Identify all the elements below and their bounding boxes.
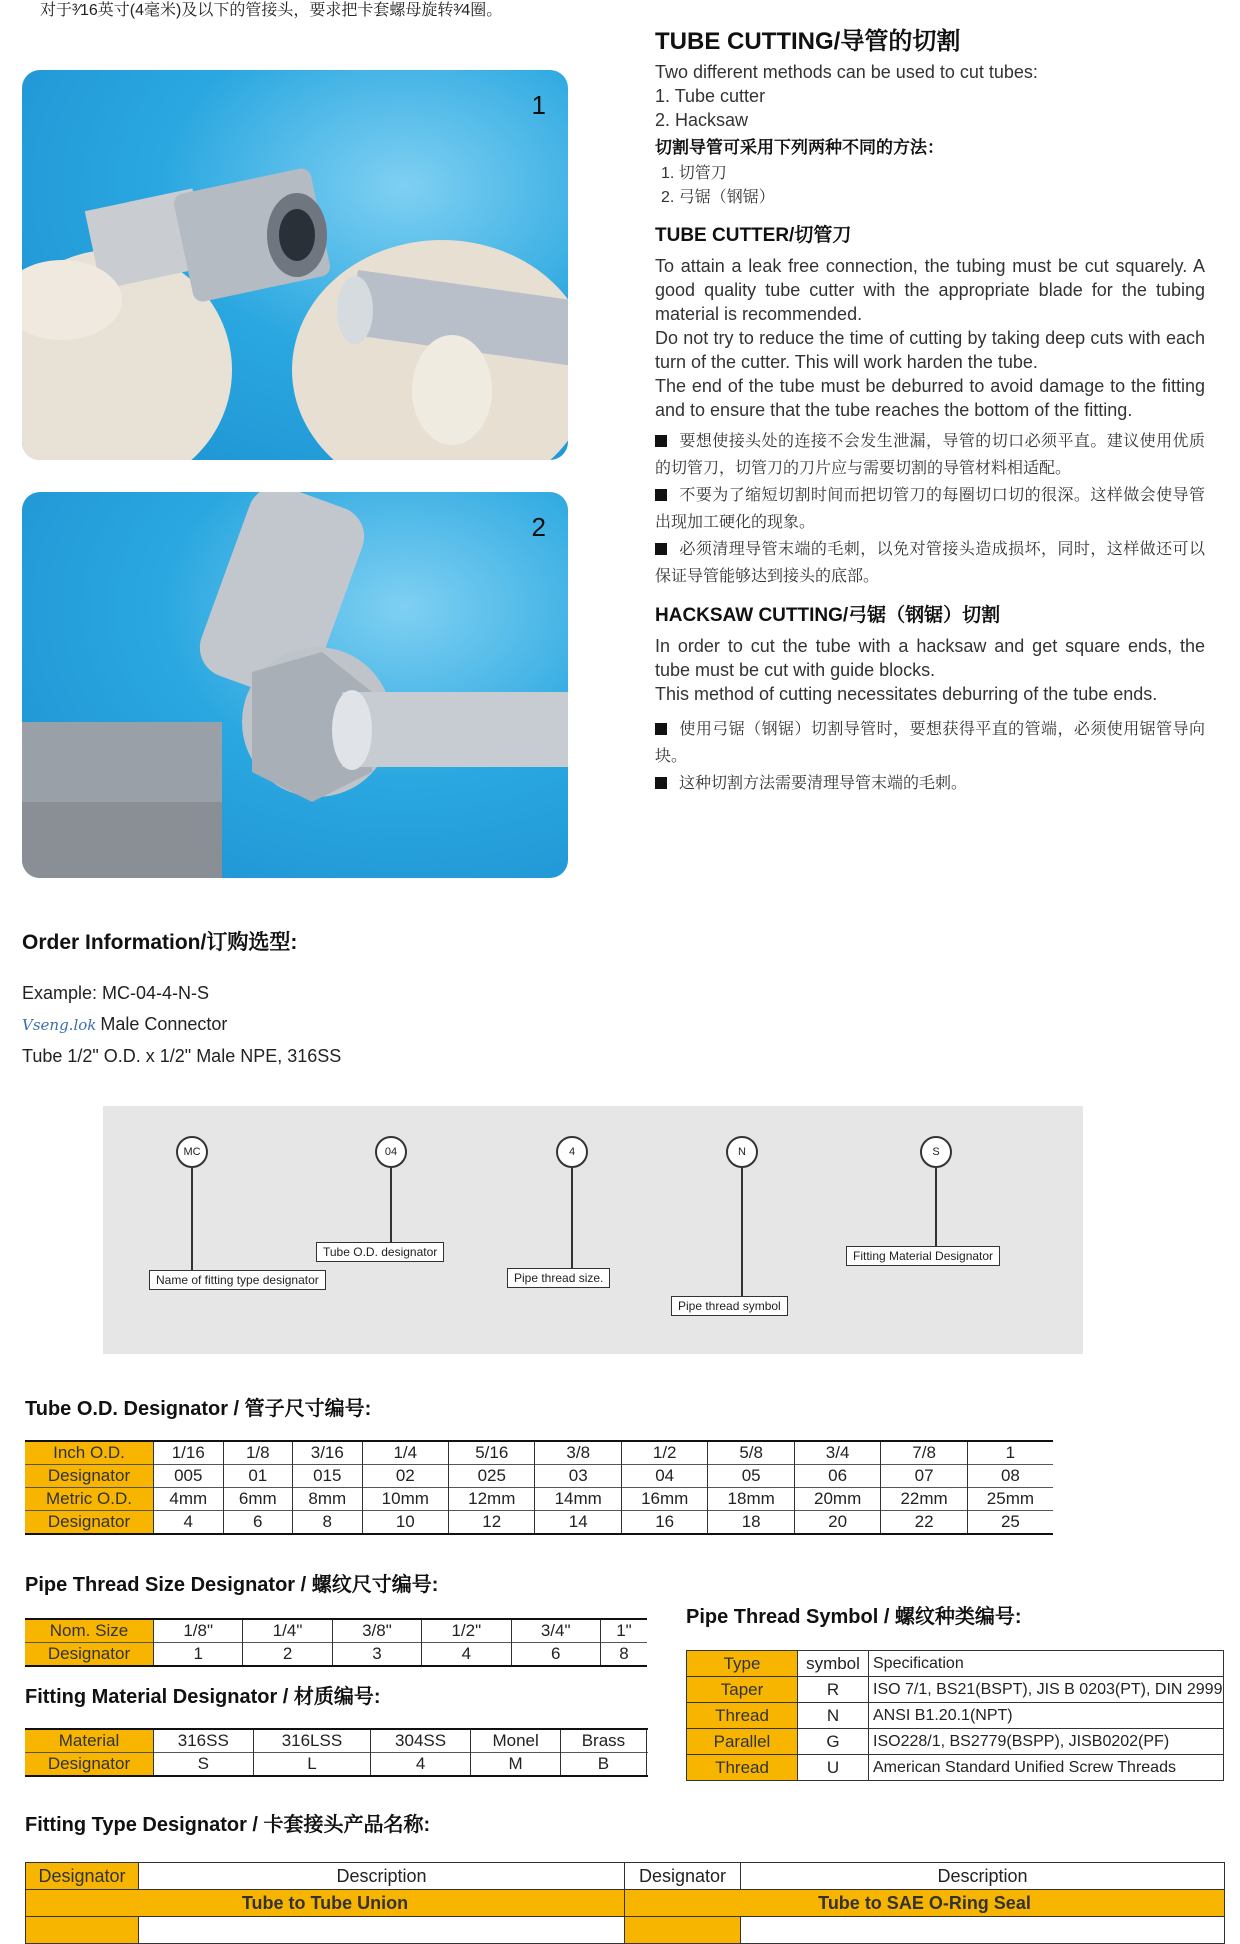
table-cell: 1: [154, 1643, 243, 1667]
cn-method-item: 2. 弓锯（钢锯）: [661, 189, 775, 206]
table-cell: 16: [621, 1511, 707, 1535]
table-cell: 01: [223, 1465, 293, 1488]
photo-2-illustration: [22, 492, 568, 878]
code-circle: S: [920, 1136, 952, 1168]
tube-cutter-para: Do not try to reduce the time of cutting by taking deep cuts with each turn of the cutter. This will work harden the tube.: [655, 328, 1205, 372]
table-cell: 3: [332, 1643, 421, 1667]
symbol-row: [687, 1677, 1224, 1703]
order-info-title: Order Information/订购选型:: [22, 931, 298, 954]
cn-bullet: 必须清理导管末端的毛刺，以免对管接头造成损坏，同时，这样做还可以保证导管能够达到接头的底部。: [655, 541, 1205, 585]
code-label: Tube O.D. designator: [316, 1242, 444, 1262]
tube-cutter-title: TUBE CUTTER/切管刀: [655, 225, 852, 246]
symbol-cell: Thread: [687, 1755, 798, 1781]
table-cell: 16mm: [621, 1488, 707, 1511]
table-cell: 07: [881, 1465, 967, 1488]
table-row: [25, 1465, 1053, 1488]
table-cell: 12mm: [449, 1488, 535, 1511]
table-cell: [646, 1729, 647, 1753]
symbol-header: Specification: [869, 1651, 1224, 1677]
code-circle: N: [726, 1136, 758, 1168]
example-code: Example: MC-04-4-N-S: [22, 983, 210, 1003]
table-cell: 4: [154, 1511, 224, 1535]
row-label: Metric O.D.: [25, 1488, 154, 1511]
table-cell: 03: [535, 1465, 621, 1488]
table-cell: 06: [794, 1465, 880, 1488]
photo-1-illustration: [22, 70, 568, 460]
table-cell: 7/8: [881, 1441, 967, 1465]
photo-wrench-tightening: [22, 492, 568, 878]
table-cell: 22mm: [881, 1488, 967, 1511]
symbol-cell: U: [798, 1755, 869, 1781]
code-circle: 4: [556, 1136, 588, 1168]
symbol-header: symbol: [798, 1651, 869, 1677]
table-cell: 12: [449, 1511, 535, 1535]
table-cell: 10: [362, 1511, 448, 1535]
photo-number: 1: [531, 90, 546, 120]
table-cell: 8: [293, 1511, 363, 1535]
cn-methods-heading: 切割导管可采用下列两种不同的方法：: [655, 138, 944, 157]
symbol-table: [686, 1650, 1224, 1781]
row-label: Inch O.D.: [25, 1441, 154, 1465]
method-item: 1. Tube cutter: [655, 86, 766, 106]
ft-header: Designator: [625, 1863, 741, 1890]
table-cell: 1/16: [154, 1441, 224, 1465]
cn-bullet: 使用弓锯（钢锯）切割导管时，要想获得平直的管端，必须使用锯管导向块。: [655, 721, 1205, 765]
table-cell: 08: [967, 1465, 1053, 1488]
hacksaw-title: HACKSAW CUTTING/弓锯（钢锯）切割: [655, 605, 1001, 626]
table-cell: 316LSS: [253, 1729, 371, 1753]
table-cell: 20: [794, 1511, 880, 1535]
table-cell: B: [561, 1753, 646, 1777]
table-cell: 22: [881, 1511, 967, 1535]
symbol-header: Type: [687, 1651, 798, 1677]
table-cell: 8: [600, 1643, 647, 1667]
table-cell: 6: [223, 1511, 293, 1535]
table-cell: 1/4": [243, 1619, 332, 1643]
table-cell: 025: [449, 1465, 535, 1488]
table-cell: 20mm: [794, 1488, 880, 1511]
table-row: [25, 1619, 647, 1643]
ft-subheader: Tube to Tube Union: [26, 1890, 625, 1917]
row-label: Designator: [25, 1465, 154, 1488]
ft-cell: [625, 1917, 741, 1944]
table-cell: Monel: [470, 1729, 561, 1753]
table-cell: 02: [362, 1465, 448, 1488]
example-desc: Tube 1/2" O.D. x 1/2" Male NPE, 316SS: [22, 1046, 342, 1066]
symbol-cell: ANSI B1.20.1(NPT): [869, 1703, 1224, 1729]
table-row: [25, 1729, 647, 1753]
table-cell: 5/16: [449, 1441, 535, 1465]
hacksaw-para: In order to cut the tube with a hacksaw and get square ends, the tube must be cut with guide blocks.: [655, 636, 1205, 680]
tube-od-table: [25, 1440, 1053, 1535]
hacksaw-para: This method of cutting necessitates deburring of the tube ends.: [655, 684, 1158, 704]
brand-logo: Vseng.lok: [22, 1016, 97, 1034]
table-cell: 5/8: [708, 1441, 794, 1465]
row-label: Designator: [25, 1753, 154, 1777]
symbol-cell: N: [798, 1703, 869, 1729]
table-cell: S: [154, 1753, 254, 1777]
tube-cutter-para: The end of the tube must be deburred to avoid damage to the fitting and to ensure that the tube reaches the bottom of the fitting.: [655, 376, 1205, 420]
table-cell: 3/8": [332, 1619, 421, 1643]
tube-cutting-intro: Two different methods can be used to cut tubes:: [655, 62, 1038, 82]
table-cell: 25: [967, 1511, 1053, 1535]
symbol-cell: Thread: [687, 1703, 798, 1729]
table-cell: 316SS: [154, 1729, 254, 1753]
table-cell: 1/4: [362, 1441, 448, 1465]
table-cell: 4mm: [154, 1488, 224, 1511]
table-cell: 1/8": [154, 1619, 243, 1643]
table-cell: Brass: [561, 1729, 646, 1753]
table-row: [25, 1643, 647, 1667]
code-label: Pipe thread symbol: [671, 1296, 788, 1316]
symbol-title: Pipe Thread Symbol / 螺纹种类编号:: [686, 1606, 1022, 1628]
order-code-diagram: [103, 1106, 1083, 1354]
material-title: Fitting Material Designator / 材质编号:: [25, 1686, 381, 1708]
table-cell: 6mm: [223, 1488, 293, 1511]
table-cell: 3/16: [293, 1441, 363, 1465]
cn-method-item: 1. 切管刀: [661, 165, 727, 182]
table-row: [25, 1441, 1053, 1465]
row-label: Designator: [25, 1643, 154, 1667]
table-cell: M: [470, 1753, 561, 1777]
tube-cutting-title: TUBE CUTTING/导管的切割: [655, 28, 961, 55]
table-cell: 18mm: [708, 1488, 794, 1511]
top-note: 对于³⁄16英寸(4毫米)及以下的管接头，要求把卡套螺母旋转³⁄4圈。: [40, 2, 503, 19]
table-cell: L: [253, 1753, 371, 1777]
table-cell: 25mm: [967, 1488, 1053, 1511]
ft-header: Description: [741, 1863, 1225, 1890]
ft-header: Description: [139, 1863, 625, 1890]
order-example: [22, 978, 341, 1072]
code-label: Fitting Material Designator: [846, 1246, 1000, 1266]
symbol-cell: American Standard Unified Screw Threads: [869, 1755, 1224, 1781]
row-label: Material: [25, 1729, 154, 1753]
tube-cutting-section: [655, 30, 1205, 797]
code-label: Pipe thread size.: [507, 1268, 610, 1288]
table-cell: 8mm: [293, 1488, 363, 1511]
symbol-cell: G: [798, 1729, 869, 1755]
table-cell: 3/8: [535, 1441, 621, 1465]
table-cell: 1: [967, 1441, 1053, 1465]
ft-cell: [139, 1917, 625, 1944]
symbol-cell: Taper: [687, 1677, 798, 1703]
material-table: [25, 1728, 647, 1777]
symbol-row: [687, 1755, 1224, 1781]
code-circle: MC: [176, 1136, 208, 1168]
example-product: Vseng.lok Male Connector: [22, 1014, 228, 1034]
code-label: Name of fitting type designator: [149, 1270, 326, 1290]
table-cell: 04: [621, 1465, 707, 1488]
table-cell: 3/4": [511, 1619, 600, 1643]
cn-bullet: 这种切割方法需要清理导管末端的毛刺。: [655, 770, 1205, 797]
row-label: Designator: [25, 1511, 154, 1535]
table-cell: 2: [243, 1643, 332, 1667]
table-cell: 6: [511, 1643, 600, 1667]
table-cell: 4: [422, 1643, 511, 1667]
method-item: 2. Hacksaw: [655, 110, 749, 130]
symbol-cell: ISO 7/1, BS21(BSPT), JIS B 0203(PT), DIN 2999: [869, 1677, 1224, 1703]
table-row: [25, 1488, 1053, 1511]
table-cell: 1/2: [621, 1441, 707, 1465]
table-cell: 015: [293, 1465, 363, 1488]
symbol-row: [687, 1703, 1224, 1729]
symbol-cell: Parallel: [687, 1729, 798, 1755]
table-cell: 1/8: [223, 1441, 293, 1465]
fitting-type-table: [25, 1862, 1225, 1944]
table-cell: 005: [154, 1465, 224, 1488]
table-cell: 18: [708, 1511, 794, 1535]
cn-bullet: 不要为了缩短切割时间而把切管刀的每圈切口切的很深。这样做会使导管出现加工硬化的现象。: [655, 487, 1205, 531]
table-cell: 4: [371, 1753, 471, 1777]
table-cell: 1": [600, 1619, 647, 1643]
table-row: [25, 1753, 647, 1777]
table-cell: 304SS: [371, 1729, 471, 1753]
symbol-cell: R: [798, 1677, 869, 1703]
symbol-cell: ISO228/1, BS2779(BSPP), JISB0202(PF): [869, 1729, 1224, 1755]
pipe-size-title: Pipe Thread Size Designator / 螺纹尺寸编号:: [25, 1574, 439, 1596]
ft-subheader: Tube to SAE O-Ring Seal: [625, 1890, 1225, 1917]
code-circle: 04: [375, 1136, 407, 1168]
pipe-size-table: [25, 1618, 647, 1667]
ft-cell: [741, 1917, 1225, 1944]
table-cell: 10mm: [362, 1488, 448, 1511]
row-label: Nom. Size: [25, 1619, 154, 1643]
table-cell: [646, 1753, 647, 1777]
table-cell: 3/4: [794, 1441, 880, 1465]
fitting-type-title: Fitting Type Designator / 卡套接头产品名称:: [25, 1814, 431, 1836]
tube-od-title: Tube O.D. Designator / 管子尺寸编号:: [25, 1398, 372, 1420]
photo-number: 2: [531, 512, 546, 542]
photo-tube-insertion: [22, 70, 568, 460]
table-cell: 14mm: [535, 1488, 621, 1511]
tube-cutter-para: To attain a leak free connection, the tubing must be cut squarely. A good quality tube cutter with the appropriate blade for the tubing material is recommended.: [655, 256, 1205, 324]
ft-cell: [26, 1917, 139, 1944]
table-row: [25, 1511, 1053, 1535]
table-cell: 14: [535, 1511, 621, 1535]
cn-bullet: 要想使接头处的连接不会发生泄漏，导管的切口必须平直。建议使用优质的切管刀，切管刀的刀片应与需要切割的导管材料相适配。: [655, 433, 1205, 477]
table-cell: 1/2": [422, 1619, 511, 1643]
table-cell: 05: [708, 1465, 794, 1488]
ft-header: Designator: [26, 1863, 139, 1890]
symbol-row: [687, 1729, 1224, 1755]
